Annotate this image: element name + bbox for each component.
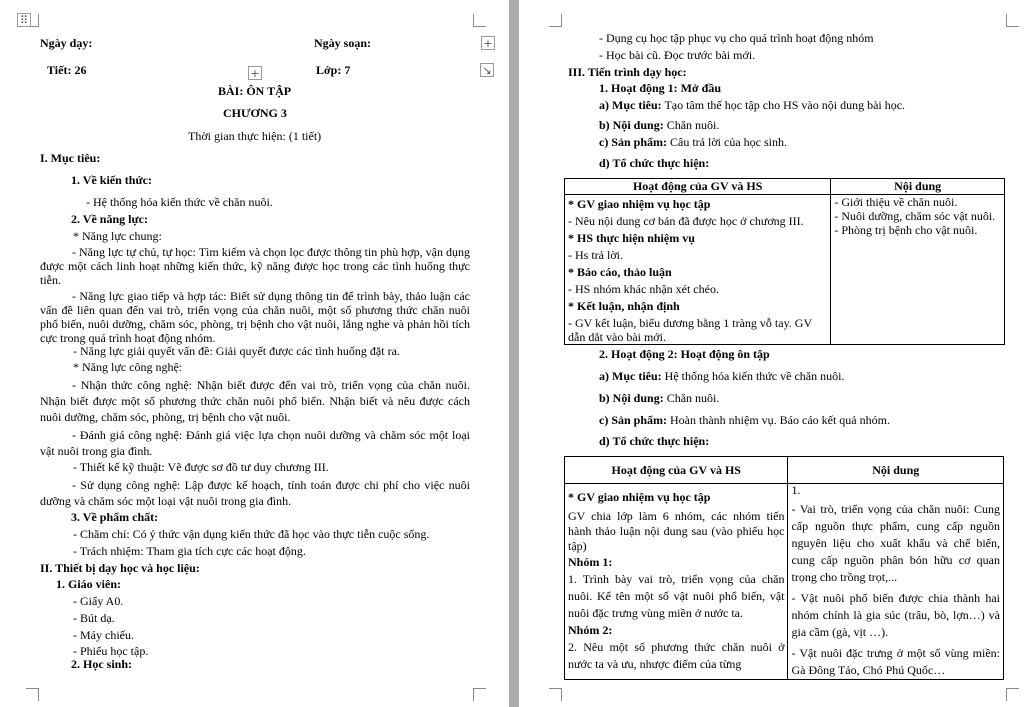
table-line: - HS nhóm khác nhận xét chéo. — [568, 282, 719, 296]
paragraph: - Năng lực giao tiếp và hợp tác: Biết sử dụng thông tin để trình bày, thảo luận các vấn đề liên quan đến vai trò, triển vọng của chăn nuôi, một số phương thức chăn nuôi phổ biến, nuôi dưỡng, chăm sóc, phòng, trị bệnh cho vật nuôi, lắng nghe và phản hồi tích cực trong quá trình hoạt động nhóm. — [40, 289, 470, 345]
activity-content: b) Nội dung: Chăn nuôi. — [599, 391, 720, 405]
table-line: * Báo cáo, thảo luận — [568, 265, 672, 279]
paragraph: - Chăm chỉ: Có ý thức vận dụng kiến thức đã học vào thực tiễn cuộc sống. — [73, 527, 430, 541]
activity-objective: a) Mục tiêu: Tạo tâm thế học tập cho HS vào nội dung bài học. — [599, 98, 906, 112]
add-row-icon[interactable]: + — [481, 36, 495, 50]
paragraph: - Thiết kế kỹ thuật: Vẽ được sơ đồ tư duy chương III. — [73, 460, 329, 474]
crop-mark — [1006, 14, 1019, 27]
section-heading: III. Tiến trình dạy học: — [568, 65, 687, 79]
table-line: - GV kết luận, biểu dương bằng 1 tràng vỗ tay. GV dẫn dắt vào bài mới. — [568, 316, 812, 344]
list-item: - Giấy A0. — [73, 594, 124, 608]
table-line: - Vật nuôi phổ biến được chia thành hai nhóm chính là gia súc (trâu, bò, lợn…) và gia cầm (gà, vịt …). — [791, 591, 1000, 639]
table-line: - Vật nuôi đặc trưng ở một số vùng miền: Gà Đông Tảo, Chó Phú Quốc… — [791, 646, 1000, 677]
activity-organization: d) Tổ chức thực hiện: — [599, 156, 710, 170]
crop-mark — [549, 688, 562, 701]
section-heading: II. Thiết bị dạy học và học liệu: — [40, 561, 200, 575]
add-column-icon[interactable]: + — [248, 66, 262, 80]
list-item: - Máy chiếu. — [73, 628, 134, 642]
activity-product: c) Sản phẩm: Câu trả lời của học sinh. — [599, 135, 787, 149]
paragraph: - Đánh giá công nghệ: Đánh giá việc lựa chọn nuôi dưỡng và chăm sóc một loại vật nuôi trong gia đình. — [40, 428, 470, 458]
table-header: Hoạt động của GV và HS — [565, 179, 831, 195]
table-line: - Nuôi dưỡng, chăm sóc vật nuôi. — [834, 209, 996, 223]
table-line: - Giới thiệu về chăn nuôi. — [834, 195, 958, 209]
activity-organization: d) Tổ chức thực hiện: — [599, 434, 710, 448]
table-line: Nhóm 1: — [568, 555, 613, 569]
crop-mark — [549, 14, 562, 27]
table-line: * GV giao nhiệm vụ học tập — [568, 490, 711, 504]
paragraph: - Trách nhiệm: Tham gia tích cực các hoạt động. — [73, 544, 306, 558]
activity-1-table — [564, 178, 1005, 345]
subsection-heading: 3. Về phẩm chất: — [71, 510, 159, 524]
activity-product: c) Sản phẩm: Hoàn thành nhiệm vụ. Báo cáo kết quả nhóm. — [599, 413, 890, 427]
prep-date-label: Ngày soạn: — [314, 36, 372, 50]
activity-heading: 1. Hoạt động 1: Mở đầu — [599, 81, 721, 95]
list-item: - Phiếu học tập. — [73, 644, 149, 658]
list-item: - Học bài cũ. Đọc trước bài mới. — [599, 48, 756, 62]
paragraph: - Năng lực tự chủ, tự học: Tìm kiếm và chọn lọc được thông tin phù hợp, vận dụng được một cách linh hoạt những kiến thức, kỹ năng được học trong các tình huống thực tiễn. — [40, 245, 470, 287]
table-line: - Nêu nội dung cơ bản đã được học ở chương III. — [568, 214, 804, 228]
list-item: - Dụng cụ học tập phục vụ cho quá trình hoạt động nhóm — [599, 31, 874, 45]
activity-objective: a) Mục tiêu: Hệ thống hóa kiến thức về chăn nuôi. — [599, 369, 845, 383]
table-cell — [831, 195, 1005, 345]
chapter-title: CHƯƠNG 3 — [223, 106, 287, 120]
lesson-title: BÀI: ÔN TẬP — [218, 84, 292, 98]
table-line: 2. Nêu một số phương thức chăn nuôi ở nước ta và ưu, nhược điểm của từng — [568, 640, 785, 671]
paragraph: * Năng lực chung: — [73, 229, 162, 243]
table-cell — [565, 195, 831, 345]
table-resize-handle-icon[interactable]: ↘ — [480, 63, 494, 77]
table-line: - Hs trả lời. — [568, 248, 624, 262]
table-header: Nội dung — [831, 179, 1005, 195]
teaching-date-label: Ngày dạy: — [40, 36, 93, 50]
activity-content: b) Nội dung: Chăn nuôi. — [599, 118, 720, 132]
crop-mark — [1006, 688, 1019, 701]
table-cell — [565, 484, 788, 680]
crop-mark — [473, 14, 486, 27]
table-line: * HS thực hiện nhiệm vụ — [568, 231, 695, 245]
table-header: Hoạt động của GV và HS — [565, 457, 788, 484]
lesson-number: Tiết: 26 — [47, 63, 87, 77]
duration: Thời gian thực hiện: (1 tiết) — [188, 129, 322, 143]
paragraph: * Năng lực công nghệ: — [73, 360, 183, 374]
paragraph: - Sử dụng công nghệ: Lập được kế hoạch, tính toán được chi phí cho việc nuôi dưỡng và chăm sóc một loại vật nuôi trong gia đình. — [40, 478, 470, 508]
subsection-heading: 2. Về năng lực: — [71, 212, 148, 226]
list-item: - Bút dạ. — [73, 611, 115, 625]
activity-heading: 2. Hoạt động 2: Hoạt động ôn tập — [599, 347, 770, 361]
crop-mark — [473, 688, 486, 701]
table-line: * Kết luận, nhận định — [568, 299, 680, 313]
section-heading: I. Mục tiêu: — [40, 151, 101, 165]
table-line: - Phòng trị bệnh cho vật nuôi. — [834, 223, 978, 237]
table-line: * GV giao nhiệm vụ học tập — [568, 197, 711, 211]
crop-mark — [26, 688, 39, 701]
table-line: 1. — [791, 483, 801, 497]
subsection-heading: 1. Về kiến thức: — [71, 173, 152, 187]
table-header: Nội dung — [788, 457, 1004, 484]
table-cell — [788, 484, 1004, 680]
table-line: - Vai trò, triển vọng của chăn nuôi: Cung cấp nguồn thực phẩm, cung cấp nguồn nguyên liệu cho xuất khẩu và chế biến, cung cấp nguồn phân bón hữu cơ quan trọng cho trồng trọt,... — [791, 502, 1000, 584]
subsection-heading: 2. Học sinh: — [71, 657, 133, 671]
paragraph: - Năng lực giải quyết vấn đề: Giải quyết được các tình huống đặt ra. — [73, 344, 400, 358]
class-label: Lớp: 7 — [316, 63, 351, 77]
activity-2-table — [564, 456, 1004, 680]
paragraph: - Nhận thức công nghệ: Nhận biết được đến vai trò, triển vọng của chăn nuôi. Nhận biết được một số phương thức chăn nuôi phổ biến. Nhận biết và nêu được cách nuôi dưỡng, chăm sóc, phòng, trị bệnh cho vật nuôi. — [40, 378, 470, 424]
subsection-heading: 1. Giáo viên: — [56, 577, 121, 591]
document-page-1 — [0, 0, 509, 707]
paragraph: - Hệ thống hóa kiến thức về chăn nuôi. — [86, 195, 273, 209]
table-move-handle-icon[interactable]: ⠿ — [17, 13, 31, 27]
table-line: GV chia lớp làm 6 nhóm, các nhóm tiến hành thảo luận nội dung sau (vào phiếu học tập) — [568, 509, 785, 553]
document-page-2 — [519, 0, 1029, 707]
table-line: Nhóm 2: — [568, 623, 613, 637]
table-line: 1. Trình bày vai trò, triển vọng của chăn nuôi. Kể tên một số vật nuôi phổ biến, vật nuôi đặc trưng vùng miền ở nước ta. — [568, 572, 785, 620]
